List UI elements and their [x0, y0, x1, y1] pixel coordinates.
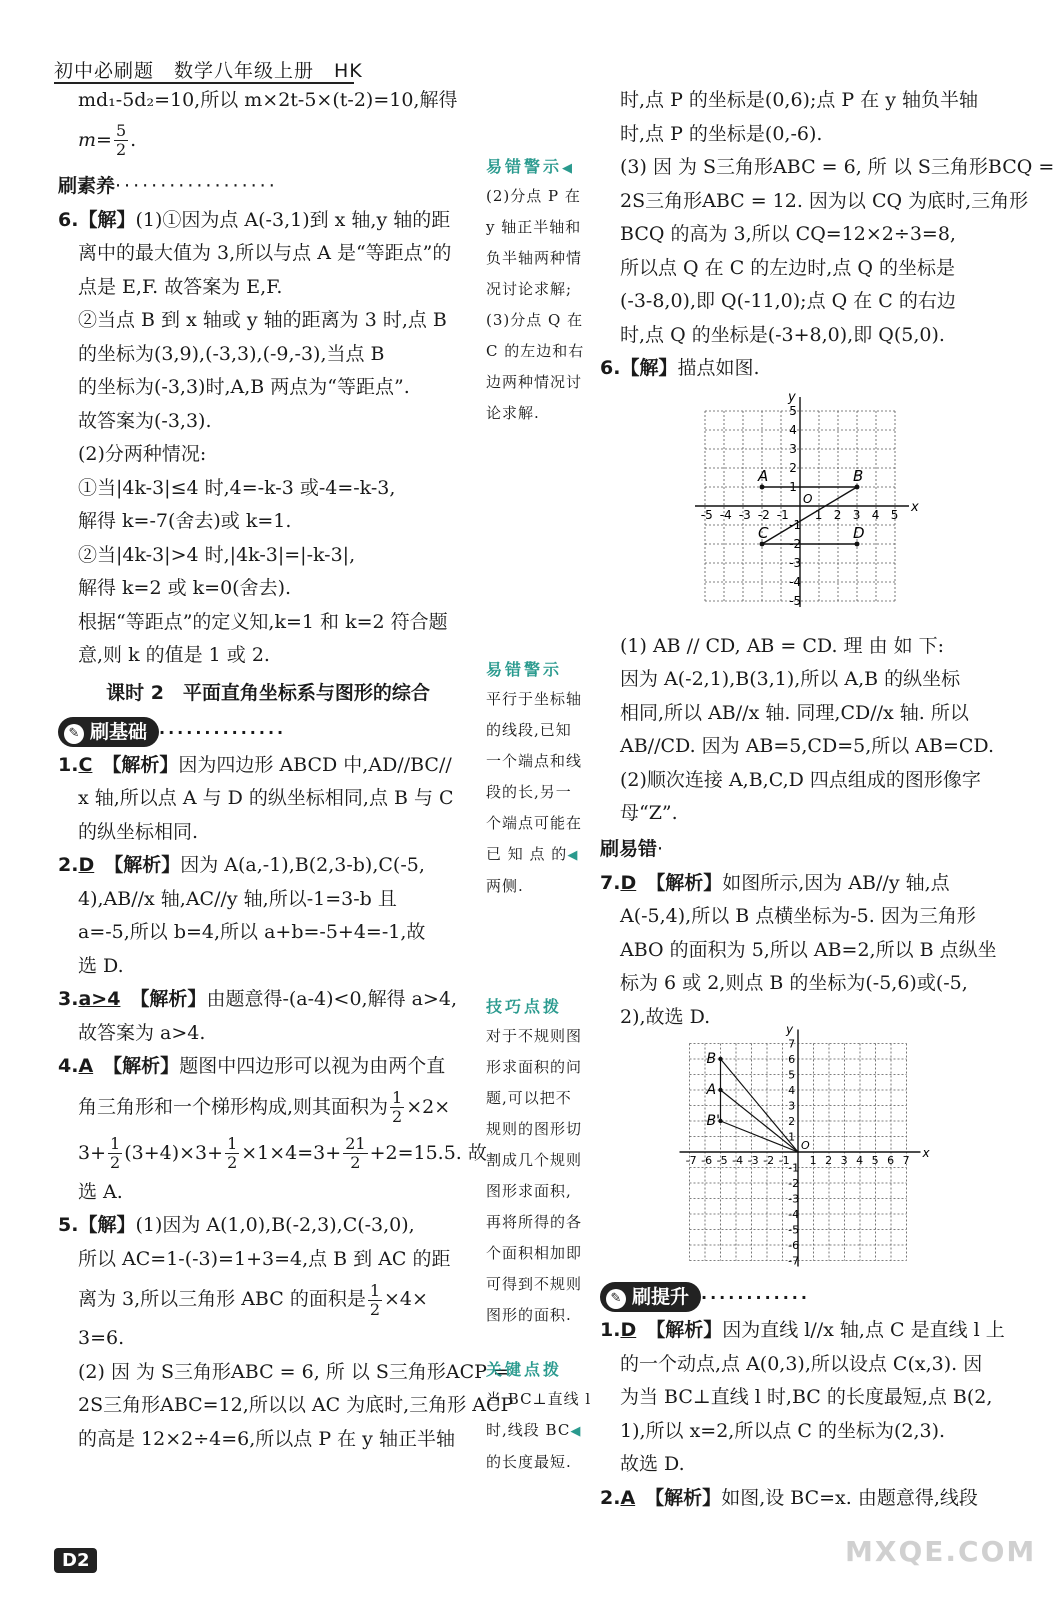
y-tick-label: -7	[788, 1254, 800, 1268]
text-run: 角三角形和一个梯形构成,则其面积为	[78, 1095, 389, 1118]
text-run: 因为四边形 ABCD 中,AD//BC//	[178, 753, 452, 776]
q4-line	[58, 1050, 478, 1084]
text-run: ×2×	[406, 1095, 451, 1118]
q2-line: 选 D.	[78, 954, 124, 977]
text-run: 离为 3,所以三角形 ABC 的面积是	[78, 1288, 366, 1310]
band-label: 刷提升	[632, 1286, 690, 1308]
y-tick-label: 2	[788, 1114, 796, 1128]
analysis-tag: 【解析】	[646, 1319, 723, 1341]
analysis-tag: 【解析】	[646, 871, 723, 894]
q6-line: 的坐标为(3,9),(-3,3),(-9,-3),当点 B	[78, 342, 385, 365]
r6-line: 母“Z”.	[620, 802, 678, 824]
y-tick-label: 4	[788, 1083, 796, 1097]
note-line: 个端点可能在	[486, 814, 583, 832]
text-run: (1)①因为点 A(-3,1)到 x 轴,y 轴的距	[135, 208, 451, 231]
numerator: 1	[110, 1134, 121, 1153]
text-run: 如图,设 BC=x. 由题意得,线段	[721, 1486, 978, 1509]
triangle-icon: ◀	[570, 1424, 582, 1439]
watermark: MXQE.COM	[845, 1535, 1037, 1568]
note-line: 当 BC⊥直线 l	[486, 1390, 592, 1408]
x-tick-label: 5	[871, 1154, 879, 1167]
q6-line: (2)分两种情况:	[78, 443, 207, 465]
answer-choice: D	[620, 871, 637, 894]
spacer	[486, 902, 596, 994]
note-line: 规则的图形切	[486, 1120, 583, 1138]
note-line: 题,可以把不	[486, 1089, 572, 1107]
y-axis-label: y	[788, 389, 796, 405]
text-run: 因为 A(a,-1),B(2,3-b),C(-5,	[180, 854, 425, 876]
q2-line	[58, 849, 478, 883]
r-line: 时,点 P 的坐标是(0,6);点 P 在 y 轴负半轴	[620, 89, 979, 111]
text-run: m=	[78, 128, 112, 151]
text-run: ×1×4=3+	[241, 1141, 342, 1164]
point-label: B'	[706, 1113, 720, 1129]
r-line: 时,点 P 的坐标是(0,-6).	[620, 122, 823, 145]
denominator: 2	[392, 1107, 403, 1126]
text-run: (3+4)×3+	[124, 1141, 224, 1164]
x-tick-label: 2	[833, 507, 842, 522]
y-tick-label: 5	[788, 1068, 796, 1082]
y-tick-label: -4	[789, 574, 802, 589]
answer-choice: D	[620, 1319, 637, 1341]
point-marker	[760, 541, 765, 546]
x-tick-label: -4	[732, 1154, 744, 1167]
answer-choice: C	[78, 753, 93, 776]
denominator: 2	[110, 1153, 121, 1172]
note-line: 形求面积的问	[486, 1058, 583, 1076]
y-tick-label: 3	[789, 441, 797, 456]
y-tick-label: -1	[788, 1161, 800, 1175]
q5-line	[58, 1276, 478, 1322]
note-line: C 的左边和右	[486, 342, 585, 360]
note-line	[486, 839, 596, 871]
q4-line	[58, 1130, 487, 1176]
fraction	[390, 1089, 404, 1126]
question-number: 4.	[58, 1055, 79, 1077]
answer-choice: a>4	[78, 988, 121, 1010]
analysis-tag: 【解析】	[104, 854, 181, 876]
lesson-title: 课时 2 平面直角坐标系与图形的综合	[106, 681, 430, 704]
text-run: 描点如图.	[677, 357, 760, 379]
r6-line: (2)顺次连接 A,B,C,D 四点组成的图形像字	[620, 768, 981, 791]
denominator: 2	[227, 1153, 238, 1172]
y-tick-label: 4	[789, 422, 797, 437]
q1-line: x 轴,所以点 A 与 D 的纵坐标相同,点 B 与 C	[78, 787, 454, 809]
note-line: 平行于坐标轴	[486, 690, 583, 708]
q6-line: 根据“等距点”的定义知,k=1 和 k=2 符合题	[78, 610, 448, 633]
r-line: 时,点 Q 的坐标是(-3+8,0),即 Q(5,0).	[620, 323, 945, 346]
q6-line: 的坐标为(-3,3)时,A,B 两点为“等距点”.	[78, 376, 410, 398]
q3-line	[58, 983, 478, 1017]
y-tick-label: -5	[788, 1223, 800, 1237]
x-tick-label: -7	[685, 1154, 697, 1167]
t1-line: 1),所以 x=2,所以点 C 的坐标为(2,3).	[620, 1419, 946, 1442]
q5-line	[58, 1209, 478, 1243]
analysis-tag: 【解析】	[645, 1486, 722, 1509]
text-run: 如图所示,因为 AB//y 轴,点	[722, 871, 950, 894]
q4-line: 选 A.	[78, 1180, 123, 1203]
point-marker	[718, 1057, 722, 1061]
section-title: 刷素养	[58, 174, 116, 197]
x-tick-label: -5	[716, 1154, 728, 1167]
q5-line: 3=6.	[78, 1327, 125, 1349]
text-run: 因为直线 l//x 轴,点 C 是直线 l 上	[722, 1319, 1005, 1341]
q5-line: (2) 因 为 S三角形ABC = 6, 所 以 S三角形ACP =	[78, 1360, 509, 1383]
dot-leader: ·	[657, 837, 667, 860]
pencil-icon: ✎	[606, 1289, 626, 1309]
q6-line: 故答案为(-3,3).	[78, 409, 212, 432]
text-run: 已 知 点 的	[486, 845, 568, 863]
y-tick-label: -2	[789, 536, 802, 551]
question-number: 1.	[58, 753, 79, 776]
triangle-icon: ◀	[562, 161, 576, 176]
t1-line: 故选 D.	[620, 1453, 685, 1475]
section-band	[58, 717, 159, 747]
r-line: (3) 因 为 S三角形ABC = 6, 所 以 S三角形BCQ =	[620, 156, 1054, 178]
numerator: 21	[345, 1134, 366, 1153]
notes-column	[486, 84, 596, 1478]
question-number: 5.	[58, 1214, 79, 1236]
band-label: 刷基础	[90, 720, 148, 743]
q6-line: ②当|4k-3|>4 时,|4k-3|=|-k-3|,	[78, 543, 356, 566]
note-line: (3)分点 Q 在	[486, 311, 584, 329]
question-number: 7.	[600, 871, 621, 894]
point-marker	[855, 541, 860, 546]
numerator: 5	[115, 121, 127, 140]
x-tick-label: -1	[776, 507, 789, 522]
left-cont-line	[58, 118, 478, 162]
answer-choice: A	[620, 1486, 636, 1509]
x-tick-label: -2	[763, 1154, 775, 1167]
text-run: 题图中四边形可以视为由两个直	[179, 1055, 446, 1077]
x-tick-label: 1	[809, 1154, 817, 1167]
section-heading-suyang	[58, 168, 478, 204]
r6-line	[600, 352, 1020, 386]
point-label: B	[853, 466, 864, 485]
r-line: (-3-8,0),即 Q(-11,0);点 Q 在 C 的右边	[620, 290, 956, 312]
note-heading: 关键点拨	[486, 1360, 563, 1379]
solution-tag: 【解】	[78, 208, 136, 231]
y-tick-label: 7	[788, 1037, 796, 1051]
note-line: 论求解.	[486, 404, 540, 422]
note-line: 负半轴两种情	[486, 249, 583, 267]
q1-line: 的纵坐标相同.	[78, 820, 199, 843]
q6-line: ①当|4k-3|≤4 时,4=-k-3 或-4=-k-3,	[78, 476, 396, 499]
x-tick-label: 2	[825, 1154, 833, 1167]
question-number: 2.	[58, 854, 79, 876]
y-tick-label: 1	[788, 1130, 796, 1144]
q1-line	[58, 749, 478, 783]
note-title: 易错警示	[486, 157, 563, 176]
t1-line	[600, 1314, 1020, 1348]
pencil-icon: ✎	[64, 724, 84, 744]
y-tick-label: -3	[789, 555, 802, 570]
x-tick-label: 6	[887, 1154, 895, 1167]
note-line: 的线段,已知	[486, 721, 572, 739]
note-line: 个面积相加即	[486, 1244, 583, 1262]
page-header: 初中必刷题 数学八年级上册 HK	[54, 60, 363, 82]
r-line: BCQ 的高为 3,所以 CQ=12×2÷3=8,	[620, 223, 956, 245]
q6-line: 点是 E,F. 故答案为 E,F.	[78, 275, 283, 298]
x-tick-label: -3	[738, 507, 751, 522]
point-label: B	[706, 1051, 717, 1067]
note-line: 可得到不规则	[486, 1275, 583, 1293]
r-line: 2S三角形ABC = 12. 因为以 CQ 为底时,三角形	[620, 189, 1029, 212]
q6-line	[58, 204, 478, 238]
note-line: 况讨论求解;	[486, 280, 573, 298]
question-number: 6.	[600, 357, 621, 379]
triangle-icon: ◀	[567, 848, 579, 863]
x-tick-label: 7	[902, 1154, 910, 1167]
note-line: (2)分点 P 在	[486, 187, 581, 205]
text-run: 由题意得-(a-4)<0,解得 a>4,	[206, 988, 457, 1010]
text-run: +2=15.5. 故	[369, 1141, 487, 1164]
solution-tag: 【解】	[620, 357, 678, 379]
x-tick-label: 4	[856, 1154, 864, 1167]
x-tick-label: 3	[840, 1154, 848, 1167]
note-heading: 易错警示	[486, 660, 563, 679]
analysis-tag: 【解析】	[130, 988, 207, 1010]
t1-line: 的一个动点,点 A(0,3),所以设点 C(x,3). 因	[620, 1352, 983, 1375]
y-tick-label: 5	[789, 403, 797, 418]
denominator: 2	[369, 1299, 381, 1319]
y-tick-label: -3	[788, 1192, 800, 1206]
section-title: 刷易错	[600, 837, 658, 860]
text-run: (1)因为 A(1,0),B(-2,3),C(-3,0),	[135, 1214, 415, 1236]
note-line	[486, 1415, 596, 1447]
r7-line: ABO 的面积为 5,所以 AB=2,所以 B 点纵坐	[620, 938, 997, 961]
point-label: C	[758, 523, 769, 542]
q2-line: a=-5,所以 b=4,所以 a+b=-5+4=-1,故	[78, 921, 426, 943]
x-tick-label: -4	[719, 507, 732, 522]
r6-line: AB//CD. 因为 AB=5,CD=5,所以 AB=CD.	[620, 735, 995, 757]
r7-line	[600, 867, 1020, 901]
note-line: 再将所得的各	[486, 1213, 583, 1231]
fraction	[108, 1135, 122, 1172]
note-line: 割成几个规则	[486, 1151, 583, 1169]
note-line: 两侧.	[486, 877, 524, 895]
question-number: 2.	[600, 1486, 621, 1509]
note-line: 的长度最短.	[486, 1453, 572, 1471]
y-tick-label: -1	[789, 517, 802, 532]
coordinate-graph-triangle	[600, 1022, 1020, 1274]
x-tick-label: 4	[871, 507, 880, 522]
section-band	[600, 1282, 701, 1312]
point-label: A	[706, 1082, 717, 1098]
x-tick-label: -1	[778, 1154, 790, 1167]
y-tick-label: -4	[788, 1207, 800, 1221]
fraction	[114, 122, 128, 159]
section-heading-yicuo	[600, 831, 1020, 867]
numerator: 1	[227, 1134, 238, 1153]
answer-choice: D	[78, 854, 95, 876]
note-line: y 轴正半轴和	[486, 218, 582, 236]
note-line: 图形的面积.	[486, 1306, 572, 1324]
text-run: 3+	[78, 1141, 107, 1164]
q4-line	[58, 1084, 478, 1130]
x-tick-label: -3	[747, 1154, 759, 1167]
section-band-jichu	[58, 717, 478, 747]
r7-line: 标为 6 或 2,则点 B 的坐标为(-5,6)或(-5,	[620, 972, 968, 994]
r7-line: 2),故选 D.	[620, 1005, 711, 1028]
page-number: D2	[54, 1548, 97, 1573]
q5-line: 的高是 12×2÷4=6,所以点 P 在 y 轴正半轴	[78, 1427, 455, 1450]
q6-line: ②当点 B 到 x 轴或 y 轴的距离为 3 时,点 B	[78, 309, 447, 331]
r6-line: 因为 A(-2,1),B(3,1),所以 A,B 的纵坐标	[620, 668, 961, 690]
x-tick-label: 1	[814, 507, 823, 522]
spacer	[486, 84, 596, 154]
q5-line: 所以 AC=1-(-3)=1+3=4,点 B 到 AC 的距	[78, 1247, 451, 1270]
analysis-tag: 【解析】	[102, 753, 179, 776]
right-column	[600, 84, 1054, 1515]
note-line: 一个端点和线	[486, 752, 583, 770]
note-heading: 技巧点拨	[486, 997, 563, 1016]
t2-line	[600, 1482, 1020, 1516]
point-label: A	[758, 466, 769, 485]
dot-leader: ··············	[159, 722, 287, 742]
q6-line: 意,则 k 的值是 1 或 2.	[78, 644, 270, 666]
spacer	[486, 429, 596, 657]
origin-label: O	[803, 491, 813, 506]
r7-line: A(-5,4),所以 B 点横坐标为-5. 因为三角形	[620, 905, 976, 927]
point-marker	[760, 484, 765, 489]
y-tick-label: -5	[789, 593, 802, 608]
y-tick-label: -2	[788, 1176, 800, 1190]
point-marker	[855, 484, 860, 489]
x-axis-label: x	[922, 1146, 930, 1160]
q5-line: 2S三角形ABC=12,所以以 AC 为底时,三角形 ACP	[78, 1394, 514, 1416]
origin-label: O	[801, 1139, 810, 1152]
note-line: 对于不规则图	[486, 1027, 583, 1045]
numerator: 1	[392, 1088, 403, 1107]
q2-line: 4),AB//x 轴,AC//y 轴,所以-1=3-b 且	[78, 887, 397, 910]
x-tick-label: 3	[852, 507, 861, 522]
note-line: 边两种情况讨	[486, 373, 583, 391]
q3-line: 故答案为 a>4.	[78, 1021, 206, 1044]
analysis-tag: 【解析】	[103, 1055, 180, 1077]
q6-line: 解得 k=-7(舍去)或 k=1.	[78, 510, 292, 532]
spacer	[486, 1331, 596, 1357]
text-run: ×4×	[384, 1288, 428, 1310]
t1-line: 为当 BC⊥直线 l 时,BC 的长度最短,点 B(2,	[620, 1386, 993, 1408]
dot-leader: ············	[701, 1288, 810, 1307]
text-run: 时,线段 BC	[486, 1421, 571, 1439]
coordinate-graph-zshape	[600, 386, 1020, 626]
section-band-tisheng	[600, 1282, 1020, 1312]
y-tick-label: 2	[789, 460, 797, 475]
y-tick-label: 6	[788, 1052, 796, 1066]
question-number: 1.	[600, 1319, 621, 1341]
x-tick-label: -5	[700, 507, 713, 522]
left-cont-line: md₁-5d₂=10,所以 m×2t-5×(t-2)=10,解得	[78, 89, 458, 111]
numerator: 1	[369, 1280, 381, 1300]
x-tick-label: 5	[890, 507, 899, 522]
q6-line: 离中的最大值为 3,所以与点 A 是“等距点”的	[78, 242, 452, 264]
r-line: 所以点 Q 在 C 的左边时,点 Q 的坐标是	[620, 256, 955, 279]
fraction	[225, 1135, 239, 1172]
y-tick-label: -6	[788, 1238, 800, 1252]
question-number: 3.	[58, 988, 79, 1010]
y-tick-label: 1	[789, 479, 797, 494]
fraction	[343, 1135, 367, 1172]
text-run: .	[130, 128, 137, 151]
answer-choice: A	[78, 1055, 94, 1077]
denominator: 2	[115, 140, 127, 159]
q6-line: 解得 k=2 或 k=0(舍去).	[78, 577, 292, 599]
x-tick-label: -6	[701, 1154, 713, 1167]
denominator: 2	[350, 1153, 361, 1172]
x-axis-label: x	[911, 499, 919, 515]
question-number: 6.	[58, 208, 79, 231]
r6-line: 相同,所以 AB//x 轴. 同理,CD//x 轴. 所以	[620, 701, 969, 724]
r6-line: (1) AB // CD, AB = CD. 理 由 如 下:	[620, 634, 945, 657]
note-line: 段的长,另一	[486, 783, 572, 801]
fraction	[368, 1282, 382, 1319]
note-line: 图形求面积,	[486, 1182, 572, 1200]
dot-leader: ··················	[115, 174, 278, 197]
point-label: D	[853, 523, 865, 542]
note-heading	[486, 154, 596, 177]
y-axis-label: y	[786, 1022, 794, 1037]
point-marker	[718, 1088, 722, 1092]
x-tick-label: -2	[757, 507, 770, 522]
y-tick-label: 3	[788, 1099, 796, 1113]
solution-tag: 【解】	[78, 1214, 136, 1236]
